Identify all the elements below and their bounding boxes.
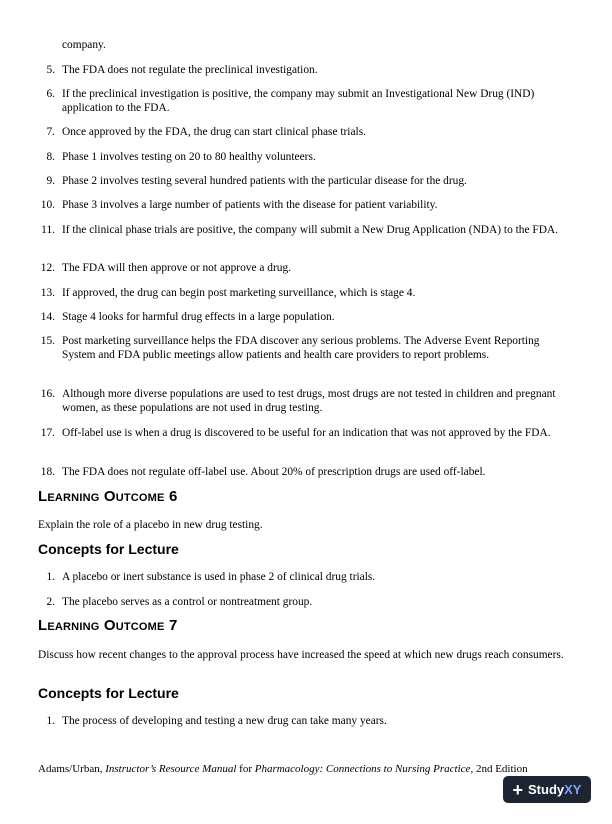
footer-authors: Adams/Urban, bbox=[38, 763, 106, 775]
footer-edition: , 2nd Edition bbox=[470, 763, 528, 775]
list-number: 15. bbox=[40, 335, 55, 347]
list-text: If approved, the drug can begin post marketing surveillance, which is stage 4. bbox=[62, 287, 416, 299]
brand-name bbox=[528, 783, 581, 797]
list-text: The FDA does not regulate off-label use. About 20% of prescription drugs are used off-label. bbox=[62, 466, 486, 478]
concepts-for-lecture-heading: Concepts for Lecture bbox=[38, 685, 179, 701]
concepts-for-lecture-heading: Concepts for Lecture bbox=[38, 541, 179, 557]
brand-name-xy: XY bbox=[564, 781, 582, 797]
list-text: Phase 1 involves testing on 20 to 80 healthy volunteers. bbox=[62, 151, 316, 163]
outcome-6-description: Explain the role of a placebo in new drug testing. bbox=[38, 519, 263, 531]
list-text: Post marketing surveillance helps the FDA discover any serious problems. The Adverse Event Reporting System and FDA public meetings allow patients and health care providers to report problems. bbox=[62, 335, 540, 361]
list-number: 9. bbox=[46, 175, 55, 187]
list-text: Stage 4 looks for harmful drug effects in a large population. bbox=[62, 311, 335, 323]
list-number: 17. bbox=[40, 427, 55, 439]
list-text: A placebo or inert substance is used in phase 2 of clinical drug trials. bbox=[62, 571, 376, 583]
list-number: 5. bbox=[46, 64, 55, 76]
page-footer bbox=[38, 762, 528, 776]
list-number: 6. bbox=[46, 88, 55, 100]
footer-manual-title: Instructor’s Resource Manual bbox=[105, 763, 237, 775]
list-text: If the preclinical investigation is positive, the company may submit an Investigational New Drug (IND) application to the FDA. bbox=[62, 88, 535, 114]
list-number: 1. bbox=[46, 571, 55, 583]
outcome-7-description: Discuss how recent changes to the approval process have increased the speed at which new drugs reach consumers. bbox=[38, 649, 564, 661]
list-number: 10. bbox=[40, 199, 55, 211]
list-number: 18. bbox=[40, 466, 55, 478]
brand-name-study: Study bbox=[528, 781, 565, 797]
list-number: 11. bbox=[41, 224, 55, 236]
plus-icon: + bbox=[512, 779, 524, 800]
learning-outcome-7-heading: Learning Outcome 7 bbox=[38, 617, 178, 634]
list-text: The FDA does not regulate the preclinical investigation. bbox=[62, 64, 318, 76]
list-text: Once approved by the FDA, the drug can start clinical phase trials. bbox=[62, 126, 366, 138]
list-number: 13. bbox=[40, 287, 55, 299]
list-number: 16. bbox=[40, 388, 55, 400]
list-text: The process of developing and testing a new drug can take many years. bbox=[62, 715, 387, 727]
list-number: 7. bbox=[46, 126, 55, 138]
learning-outcome-6-heading: Learning Outcome 6 bbox=[38, 488, 178, 505]
list-number: 8. bbox=[46, 151, 55, 163]
list-text: The FDA will then approve or not approve a drug. bbox=[62, 262, 292, 274]
list-text: If the clinical phase trials are positive, the company will submit a New Drug Application (NDA) to the FDA. bbox=[62, 224, 559, 236]
list-text: Phase 2 involves testing several hundred patients with the particular disease for the drug. bbox=[62, 175, 467, 187]
list-text: Phase 3 involves a large number of patients with the disease for patient variability. bbox=[62, 199, 438, 211]
list-text: Off-label use is when a drug is discovered to be useful for an indication that was not approved by the FDA. bbox=[62, 427, 551, 439]
continuation-text: company. bbox=[62, 39, 106, 51]
list-number: 14. bbox=[40, 311, 55, 323]
list-text: Although more diverse populations are used to test drugs, most drugs are not tested in children and pregnant women, as these populations are not used in drug testing. bbox=[62, 388, 556, 414]
list-text: The placebo serves as a control or nontreatment group. bbox=[62, 596, 313, 608]
studyxy-badge[interactable] bbox=[503, 776, 591, 803]
list-number: 2. bbox=[46, 596, 55, 608]
footer-book-title: Pharmacology: Connections to Nursing Practice bbox=[254, 763, 471, 775]
list-number: 1. bbox=[46, 715, 55, 727]
footer-for: for bbox=[236, 763, 255, 775]
list-number: 12. bbox=[40, 262, 55, 274]
